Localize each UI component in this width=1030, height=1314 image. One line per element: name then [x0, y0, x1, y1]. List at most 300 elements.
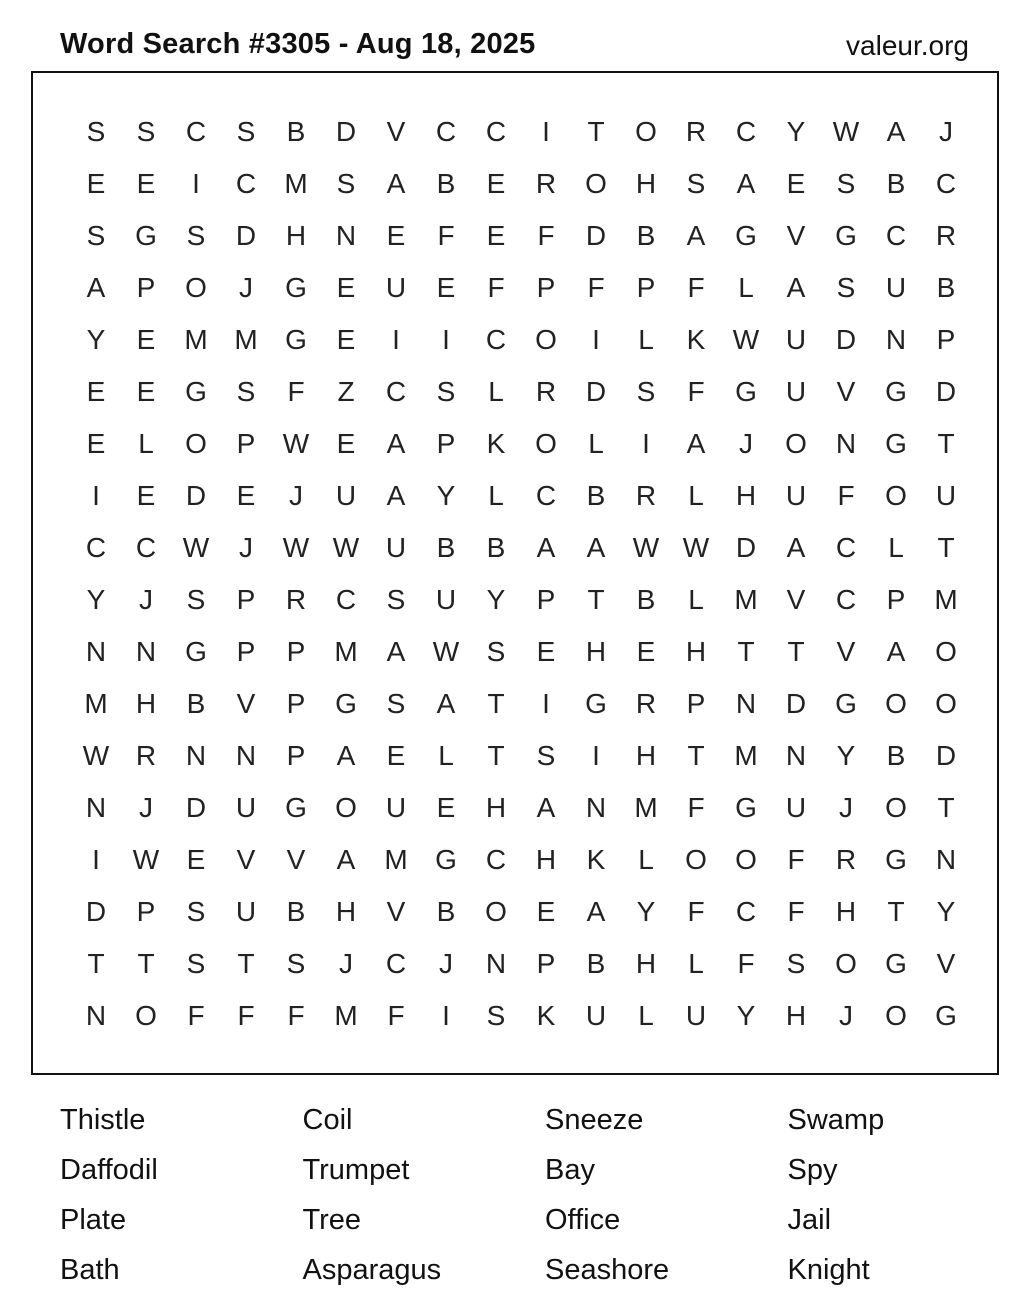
grid-cell[interactable]: E — [336, 272, 356, 303]
grid-cell[interactable]: G — [585, 688, 607, 719]
grid-cell[interactable]: B — [886, 168, 906, 199]
grid-cell[interactable]: P — [236, 584, 256, 615]
grid-cell[interactable]: D — [85, 896, 107, 927]
grid-cell[interactable]: A — [386, 636, 406, 667]
grid-cell[interactable]: T — [937, 532, 955, 563]
grid-cell[interactable]: F — [837, 480, 855, 511]
grid-cell[interactable]: U — [235, 896, 257, 927]
grid-cell[interactable]: A — [786, 272, 806, 303]
grid-cell[interactable]: E — [436, 272, 456, 303]
grid-cell[interactable]: U — [685, 1000, 707, 1031]
grid-cell[interactable]: A — [336, 844, 356, 875]
grid-cell[interactable]: P — [536, 948, 556, 979]
grid-cell[interactable]: F — [687, 376, 705, 407]
grid-cell[interactable]: P — [536, 272, 556, 303]
grid-cell[interactable]: N — [785, 740, 807, 771]
grid-cell[interactable]: H — [535, 844, 557, 875]
grid-cell[interactable]: A — [386, 480, 406, 511]
grid-cell[interactable]: F — [787, 844, 805, 875]
grid-cell[interactable]: S — [236, 116, 256, 147]
grid-cell[interactable]: K — [486, 428, 506, 459]
grid-cell[interactable]: A — [786, 532, 806, 563]
grid-cell[interactable]: A — [886, 636, 906, 667]
grid-cell[interactable]: I — [392, 324, 400, 355]
grid-cell[interactable]: G — [885, 948, 907, 979]
grid-cell[interactable]: L — [638, 844, 654, 875]
grid-cell[interactable]: E — [86, 376, 106, 407]
grid-cell[interactable]: N — [185, 740, 207, 771]
grid-cell[interactable]: E — [136, 376, 156, 407]
grid-cell[interactable]: B — [436, 896, 456, 927]
grid-cell[interactable]: F — [487, 272, 505, 303]
grid-cell[interactable]: F — [287, 1000, 305, 1031]
grid-cell[interactable]: E — [386, 740, 406, 771]
grid-cell[interactable]: H — [785, 1000, 807, 1031]
grid-cell[interactable]: E — [786, 168, 806, 199]
grid-cell[interactable]: F — [237, 1000, 255, 1031]
grid-cell[interactable]: B — [286, 116, 306, 147]
grid-cell[interactable]: U — [235, 792, 257, 823]
grid-cell[interactable]: S — [386, 584, 406, 615]
grid-cell[interactable]: M — [734, 584, 758, 615]
grid-cell[interactable]: H — [685, 636, 707, 667]
grid-cell[interactable]: U — [385, 532, 407, 563]
grid-cell[interactable]: T — [937, 792, 955, 823]
grid-cell[interactable]: L — [438, 740, 454, 771]
grid-cell[interactable]: W — [832, 116, 860, 147]
grid-cell[interactable]: T — [587, 584, 605, 615]
grid-cell[interactable]: R — [535, 376, 557, 407]
grid-cell[interactable]: J — [839, 792, 853, 823]
grid-cell[interactable]: J — [339, 948, 353, 979]
grid-cell[interactable]: U — [785, 792, 807, 823]
grid-cell[interactable]: B — [886, 740, 906, 771]
grid-cell[interactable]: O — [785, 428, 807, 459]
grid-cell[interactable]: E — [236, 480, 256, 511]
grid-cell[interactable]: H — [485, 792, 507, 823]
grid-cell[interactable]: J — [939, 116, 953, 147]
grid-cell[interactable]: U — [885, 272, 907, 303]
grid-cell[interactable]: S — [386, 688, 406, 719]
grid-cell[interactable]: O — [585, 168, 607, 199]
grid-cell[interactable]: S — [336, 168, 356, 199]
grid-cell[interactable]: W — [82, 740, 110, 771]
grid-cell[interactable]: S — [86, 220, 106, 251]
grid-cell[interactable]: O — [185, 428, 207, 459]
grid-cell[interactable]: Y — [486, 584, 506, 615]
grid-cell[interactable]: B — [436, 168, 456, 199]
grid-cell[interactable]: V — [236, 844, 256, 875]
grid-cell[interactable]: S — [536, 740, 556, 771]
grid-cell[interactable]: Y — [936, 896, 956, 927]
grid-cell[interactable]: T — [87, 948, 105, 979]
grid-cell[interactable]: J — [239, 272, 253, 303]
grid-cell[interactable]: L — [688, 948, 704, 979]
grid-cell[interactable]: F — [287, 376, 305, 407]
grid-cell[interactable]: K — [686, 324, 706, 355]
grid-cell[interactable]: G — [885, 844, 907, 875]
grid-cell[interactable]: A — [886, 116, 906, 147]
grid-cell[interactable]: I — [442, 324, 450, 355]
grid-cell[interactable]: E — [386, 220, 406, 251]
grid-cell[interactable]: M — [284, 168, 308, 199]
grid-cell[interactable]: L — [138, 428, 154, 459]
grid-cell[interactable]: C — [485, 116, 507, 147]
grid-cell[interactable]: R — [635, 688, 657, 719]
grid-cell[interactable]: M — [384, 844, 408, 875]
grid-cell[interactable]: W — [432, 636, 460, 667]
grid-cell[interactable]: P — [686, 688, 706, 719]
grid-cell[interactable]: Y — [86, 324, 106, 355]
grid-cell[interactable]: F — [787, 896, 805, 927]
grid-cell[interactable]: N — [735, 688, 757, 719]
grid-cell[interactable]: M — [634, 792, 658, 823]
grid-cell[interactable]: F — [687, 896, 705, 927]
grid-cell[interactable]: F — [687, 792, 705, 823]
grid-cell[interactable]: G — [735, 376, 757, 407]
grid-cell[interactable]: B — [636, 584, 656, 615]
grid-cell[interactable]: T — [137, 948, 155, 979]
grid-cell[interactable]: J — [839, 1000, 853, 1031]
grid-cell[interactable]: N — [835, 428, 857, 459]
grid-cell[interactable]: G — [285, 272, 307, 303]
grid-cell[interactable]: U — [385, 272, 407, 303]
grid-cell[interactable]: Y — [636, 896, 656, 927]
grid-cell[interactable]: E — [86, 168, 106, 199]
grid-cell[interactable]: I — [642, 428, 650, 459]
grid-cell[interactable]: A — [386, 428, 406, 459]
grid-cell[interactable]: S — [186, 584, 206, 615]
grid-cell[interactable]: O — [935, 688, 957, 719]
grid-cell[interactable]: C — [185, 116, 207, 147]
grid-cell[interactable]: O — [885, 1000, 907, 1031]
grid-cell[interactable]: E — [436, 792, 456, 823]
grid-cell[interactable]: V — [936, 948, 956, 979]
grid-cell[interactable]: E — [336, 324, 356, 355]
grid-cell[interactable]: C — [885, 220, 907, 251]
grid-cell[interactable]: E — [486, 168, 506, 199]
grid-cell[interactable]: J — [139, 792, 153, 823]
grid-cell[interactable]: J — [439, 948, 453, 979]
grid-cell[interactable]: G — [185, 376, 207, 407]
grid-cell[interactable]: L — [488, 480, 504, 511]
grid-cell[interactable]: N — [85, 1000, 107, 1031]
grid-cell[interactable]: A — [586, 896, 606, 927]
grid-cell[interactable]: S — [486, 1000, 506, 1031]
grid-cell[interactable]: C — [485, 844, 507, 875]
grid-cell[interactable]: L — [638, 1000, 654, 1031]
grid-cell[interactable]: W — [282, 428, 310, 459]
grid-cell[interactable]: D — [235, 220, 257, 251]
grid-cell[interactable]: B — [286, 896, 306, 927]
grid-cell[interactable]: I — [542, 688, 550, 719]
grid-cell[interactable]: B — [186, 688, 206, 719]
grid-cell[interactable]: S — [236, 376, 256, 407]
grid-cell[interactable]: G — [885, 376, 907, 407]
grid-cell[interactable]: L — [738, 272, 754, 303]
grid-cell[interactable]: P — [136, 896, 156, 927]
grid-cell[interactable]: C — [735, 116, 757, 147]
grid-cell[interactable]: K — [536, 1000, 556, 1031]
grid-cell[interactable]: L — [588, 428, 604, 459]
grid-cell[interactable]: C — [485, 324, 507, 355]
grid-cell[interactable]: M — [334, 1000, 358, 1031]
grid-cell[interactable]: O — [535, 428, 557, 459]
grid-cell[interactable]: E — [136, 324, 156, 355]
grid-cell[interactable]: O — [135, 1000, 157, 1031]
grid-cell[interactable]: J — [289, 480, 303, 511]
grid-cell[interactable]: T — [937, 428, 955, 459]
grid-cell[interactable]: H — [285, 220, 307, 251]
grid-cell[interactable]: W — [632, 532, 660, 563]
grid-cell[interactable]: G — [835, 220, 857, 251]
grid-cell[interactable]: O — [485, 896, 507, 927]
grid-cell[interactable]: C — [935, 168, 957, 199]
grid-cell[interactable]: Y — [836, 740, 856, 771]
grid-cell[interactable]: S — [86, 116, 106, 147]
grid-cell[interactable]: B — [936, 272, 956, 303]
grid-cell[interactable]: L — [488, 376, 504, 407]
grid-cell[interactable]: M — [334, 636, 358, 667]
grid-cell[interactable]: B — [586, 480, 606, 511]
grid-cell[interactable]: O — [885, 792, 907, 823]
grid-cell[interactable]: B — [486, 532, 506, 563]
grid-cell[interactable]: O — [735, 844, 757, 875]
grid-cell[interactable]: M — [934, 584, 958, 615]
grid-cell[interactable]: N — [585, 792, 607, 823]
grid-cell[interactable]: C — [385, 948, 407, 979]
grid-cell[interactable]: O — [885, 688, 907, 719]
grid-cell[interactable]: I — [92, 844, 100, 875]
grid-cell[interactable]: M — [84, 688, 108, 719]
grid-cell[interactable]: C — [85, 532, 107, 563]
grid-cell[interactable]: H — [635, 948, 657, 979]
grid-cell[interactable]: F — [587, 272, 605, 303]
grid-cell[interactable]: T — [687, 740, 705, 771]
grid-cell[interactable]: V — [386, 896, 406, 927]
grid-cell[interactable]: N — [235, 740, 257, 771]
grid-cell[interactable]: F — [437, 220, 455, 251]
grid-cell[interactable]: W — [732, 324, 760, 355]
grid-cell[interactable]: H — [635, 168, 657, 199]
grid-cell[interactable]: O — [635, 116, 657, 147]
grid-cell[interactable]: L — [688, 480, 704, 511]
grid-cell[interactable]: O — [835, 948, 857, 979]
grid-cell[interactable]: H — [735, 480, 757, 511]
grid-cell[interactable]: A — [736, 168, 756, 199]
grid-cell[interactable]: R — [285, 584, 307, 615]
grid-cell[interactable]: C — [535, 480, 557, 511]
grid-cell[interactable]: G — [435, 844, 457, 875]
grid-cell[interactable]: A — [436, 688, 456, 719]
grid-cell[interactable]: P — [236, 636, 256, 667]
grid-cell[interactable]: D — [585, 376, 607, 407]
grid-cell[interactable]: E — [536, 896, 556, 927]
grid-cell[interactable]: H — [135, 688, 157, 719]
grid-cell[interactable]: S — [836, 272, 856, 303]
grid-cell[interactable]: N — [935, 844, 957, 875]
grid-cell[interactable]: Y — [86, 584, 106, 615]
grid-cell[interactable]: E — [136, 168, 156, 199]
grid-cell[interactable]: D — [835, 324, 857, 355]
grid-cell[interactable]: C — [135, 532, 157, 563]
grid-cell[interactable]: O — [185, 272, 207, 303]
grid-cell[interactable]: V — [236, 688, 256, 719]
grid-cell[interactable]: A — [536, 792, 556, 823]
grid-cell[interactable]: C — [435, 116, 457, 147]
grid-cell[interactable]: O — [685, 844, 707, 875]
grid-cell[interactable]: E — [486, 220, 506, 251]
grid-cell[interactable]: N — [885, 324, 907, 355]
grid-cell[interactable]: L — [888, 532, 904, 563]
grid-cell[interactable]: P — [286, 740, 306, 771]
grid-cell[interactable]: U — [385, 792, 407, 823]
grid-cell[interactable]: G — [135, 220, 157, 251]
grid-cell[interactable]: R — [685, 116, 707, 147]
grid-cell[interactable]: U — [585, 1000, 607, 1031]
grid-cell[interactable]: W — [682, 532, 710, 563]
grid-cell[interactable]: A — [536, 532, 556, 563]
grid-cell[interactable]: P — [136, 272, 156, 303]
grid-cell[interactable]: J — [739, 428, 753, 459]
grid-cell[interactable]: S — [186, 220, 206, 251]
grid-cell[interactable]: S — [286, 948, 306, 979]
grid-cell[interactable]: V — [786, 584, 806, 615]
grid-cell[interactable]: P — [436, 428, 456, 459]
grid-cell[interactable]: U — [935, 480, 957, 511]
grid-cell[interactable]: P — [636, 272, 656, 303]
grid-cell[interactable]: F — [737, 948, 755, 979]
grid-cell[interactable]: A — [336, 740, 356, 771]
grid-cell[interactable]: G — [285, 792, 307, 823]
grid-cell[interactable]: N — [85, 792, 107, 823]
grid-cell[interactable]: T — [737, 636, 755, 667]
grid-cell[interactable]: H — [335, 896, 357, 927]
grid-cell[interactable]: V — [786, 220, 806, 251]
grid-cell[interactable]: O — [335, 792, 357, 823]
grid-cell[interactable]: T — [787, 636, 805, 667]
grid-cell[interactable]: D — [185, 480, 207, 511]
grid-cell[interactable]: H — [585, 636, 607, 667]
grid-cell[interactable]: N — [135, 636, 157, 667]
grid-cell[interactable]: A — [86, 272, 106, 303]
grid-cell[interactable]: E — [186, 844, 206, 875]
grid-cell[interactable]: G — [735, 220, 757, 251]
grid-cell[interactable]: W — [332, 532, 360, 563]
grid-cell[interactable]: W — [132, 844, 160, 875]
grid-cell[interactable]: C — [385, 376, 407, 407]
grid-cell[interactable]: P — [286, 636, 306, 667]
grid-cell[interactable]: E — [86, 428, 106, 459]
grid-cell[interactable]: G — [335, 688, 357, 719]
grid-cell[interactable]: G — [735, 792, 757, 823]
grid-cell[interactable]: G — [885, 428, 907, 459]
grid-cell[interactable]: T — [237, 948, 255, 979]
grid-cell[interactable]: N — [485, 948, 507, 979]
grid-cell[interactable]: R — [835, 844, 857, 875]
grid-cell[interactable]: T — [487, 688, 505, 719]
grid-cell[interactable]: S — [186, 948, 206, 979]
grid-cell[interactable]: I — [92, 480, 100, 511]
grid-cell[interactable]: B — [586, 948, 606, 979]
grid-cell[interactable]: F — [687, 272, 705, 303]
grid-cell[interactable]: I — [592, 324, 600, 355]
grid-cell[interactable]: T — [487, 740, 505, 771]
grid-cell[interactable]: D — [335, 116, 357, 147]
grid-cell[interactable]: U — [785, 376, 807, 407]
grid-cell[interactable]: R — [135, 740, 157, 771]
grid-cell[interactable]: I — [192, 168, 200, 199]
grid-cell[interactable]: S — [186, 896, 206, 927]
grid-cell[interactable]: D — [935, 376, 957, 407]
grid-cell[interactable]: S — [136, 116, 156, 147]
grid-cell[interactable]: G — [935, 1000, 957, 1031]
grid-cell[interactable]: Y — [436, 480, 456, 511]
grid-cell[interactable]: D — [185, 792, 207, 823]
grid-cell[interactable]: A — [686, 428, 706, 459]
grid-cell[interactable]: E — [536, 636, 556, 667]
grid-cell[interactable]: F — [387, 1000, 405, 1031]
grid-cell[interactable]: S — [636, 376, 656, 407]
grid-cell[interactable]: S — [436, 376, 456, 407]
grid-cell[interactable]: A — [686, 220, 706, 251]
grid-cell[interactable]: H — [835, 896, 857, 927]
grid-cell[interactable]: D — [585, 220, 607, 251]
grid-cell[interactable]: B — [436, 532, 456, 563]
grid-cell[interactable]: R — [535, 168, 557, 199]
grid-cell[interactable]: V — [836, 376, 856, 407]
grid-cell[interactable]: B — [636, 220, 656, 251]
grid-cell[interactable]: O — [535, 324, 557, 355]
grid-cell[interactable]: M — [184, 324, 208, 355]
grid-cell[interactable]: S — [836, 168, 856, 199]
grid-cell[interactable]: P — [886, 584, 906, 615]
grid-cell[interactable]: E — [136, 480, 156, 511]
grid-cell[interactable]: Z — [337, 376, 355, 407]
grid-cell[interactable]: G — [835, 688, 857, 719]
grid-cell[interactable]: C — [735, 896, 757, 927]
grid-cell[interactable]: D — [735, 532, 757, 563]
grid-cell[interactable]: O — [885, 480, 907, 511]
grid-cell[interactable]: V — [286, 844, 306, 875]
grid-cell[interactable]: J — [139, 584, 153, 615]
grid-cell[interactable]: P — [286, 688, 306, 719]
grid-cell[interactable]: M — [234, 324, 258, 355]
grid-cell[interactable]: N — [85, 636, 107, 667]
grid-cell[interactable]: A — [386, 168, 406, 199]
grid-cell[interactable]: V — [386, 116, 406, 147]
grid-cell[interactable]: G — [185, 636, 207, 667]
grid-cell[interactable]: O — [935, 636, 957, 667]
grid-cell[interactable]: N — [335, 220, 357, 251]
grid-cell[interactable]: I — [592, 740, 600, 771]
grid-cell[interactable]: U — [785, 324, 807, 355]
grid-cell[interactable]: S — [686, 168, 706, 199]
grid-cell[interactable]: C — [335, 584, 357, 615]
grid-cell[interactable]: D — [935, 740, 957, 771]
grid-cell[interactable]: P — [936, 324, 956, 355]
grid-cell[interactable]: S — [786, 948, 806, 979]
grid-cell[interactable]: V — [836, 636, 856, 667]
grid-cell[interactable]: E — [336, 428, 356, 459]
grid-cell[interactable]: C — [835, 584, 857, 615]
grid-cell[interactable]: K — [586, 844, 606, 875]
grid-cell[interactable]: U — [335, 480, 357, 511]
grid-cell[interactable]: C — [835, 532, 857, 563]
grid-cell[interactable]: W — [282, 532, 310, 563]
grid-cell[interactable]: F — [537, 220, 555, 251]
grid-cell[interactable]: T — [887, 896, 905, 927]
